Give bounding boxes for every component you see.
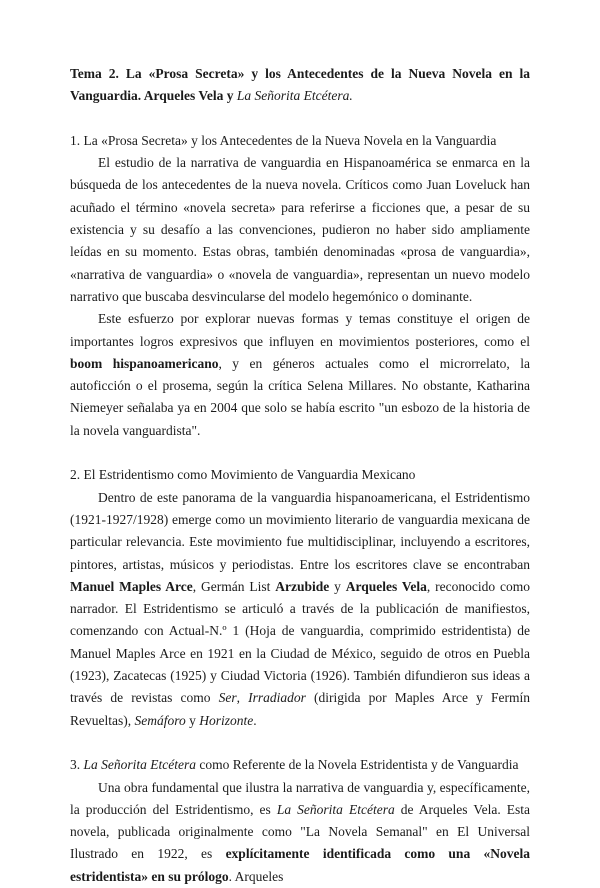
text-run: Este esfuerzo por explorar nuevas formas y temas constituye el origen de importantes logros expresivos que influyen en movimientos posteriores, como el	[70, 311, 530, 349]
text-run: Una obra fundamental que ilustra la narrativa de vanguardia y, específicamente, la producción del Estridentismo, es	[70, 779, 530, 817]
text-run: explícitamente identificada como una «Novela estridentista» en su prólogo	[70, 846, 530, 884]
text-run: Dentro de este panorama de la vanguardia hispanoamericana, el Estridentismo (1921-1927/1928) emerge como un movimiento literario de vanguardia mexicana de particular relevancia. Este movimiento fue multidisciplinar, incluyendo a escritores, pintores, artistas, músicos y periodistas. Entre los escritores clave se encontraban	[70, 489, 530, 572]
text-run: La Señorita Etcétera.	[236, 88, 353, 104]
paragraph	[70, 152, 530, 308]
text-run: 2. El Estridentismo como Movimiento de Vanguardia Mexicano	[70, 467, 416, 483]
paragraph	[70, 777, 530, 888]
text-run: Horizonte	[199, 712, 254, 728]
text-run: Manuel Maples Arce	[70, 578, 193, 594]
section-heading	[70, 464, 530, 486]
text-run: Arqueles Vela	[345, 578, 427, 594]
text-run: (dirigida por Maples Arce y Fermín Revueltas),	[70, 690, 530, 728]
text-run: Irradiador	[248, 690, 306, 706]
document-title	[70, 63, 530, 108]
document-content	[70, 63, 530, 888]
paragraph	[70, 487, 530, 732]
text-run: , reconocido como narrador. El Estridentismo se articuló a través de la publicación de manifiestos, comenzando con Actual-N.º 1 (Hoja de vanguardia, comprimido estridentista) de Manuel Maples Arce en 1921 en la Ciudad de México, seguido de otros en Puebla (1923), Zacatecas (1925) y Ciudad Victoria (1926). También difundieron sus ideas a través de revistas como	[70, 578, 531, 706]
text-run: , y en géneros actuales como el microrrelato, la autoficción o el prosema, según la crítica Selena Millares. No obstante, Katharina Niemeyer señalaba ya en 2004 que solo se había escrito "un esbozo de la historia de la novela vanguardista".	[70, 355, 530, 438]
text-run: Semáforo	[134, 712, 186, 728]
text-run: , Germán List	[192, 578, 276, 594]
paragraph	[70, 308, 530, 442]
text-run: boom hispanoamericano	[70, 355, 219, 371]
text-run: El estudio de la narrativa de vanguardia en Hispanoamérica se enmarca en la búsqueda de los antecedentes de la nueva novela. Críticos como Juan Loveluck han acuñado el término «novela secreta» para referirse a ficciones que, a pesar de su existencia y su desafío a las convenciones, pudieron no haber sido ampliamente leídas en su momento. Estas obras, también denominadas «prosa de vanguardia», «narrativa de vanguardia» o «novela de vanguardia», representan un nuevo modelo narrativo que buscaba desvincularse del modelo hegemónico o dominante.	[70, 155, 530, 304]
text-run: La Señorita Etcétera	[83, 757, 196, 773]
section-heading	[70, 130, 530, 152]
text-run: La Señorita Etcétera	[276, 801, 395, 817]
text-run: . Arqueles	[228, 868, 284, 884]
text-run: 1. La «Prosa Secreta» y los Antecedentes de la Nueva Novela en la Vanguardia	[70, 132, 497, 148]
text-run: y	[329, 578, 346, 594]
text-run: ,	[236, 690, 249, 706]
text-run: 3.	[70, 757, 84, 773]
text-run: como Referente de la Novela Estridentista y de Vanguardia	[195, 757, 519, 773]
text-run: .	[253, 712, 257, 728]
text-run: Ser	[218, 690, 237, 706]
text-run: de Arqueles Vela. Esta novela, publicada originalmente como "La Novela Semanal" en El Universal Ilustrado en 1922, es	[70, 801, 531, 862]
section-heading	[70, 754, 530, 776]
text-run: Arzubide	[275, 578, 330, 594]
text-run: Tema 2. La «Prosa Secreta» y los Antecedentes de la Nueva Novela en la Vanguardia. Arqueles Vela y	[70, 66, 530, 104]
text-run: y	[185, 712, 200, 728]
